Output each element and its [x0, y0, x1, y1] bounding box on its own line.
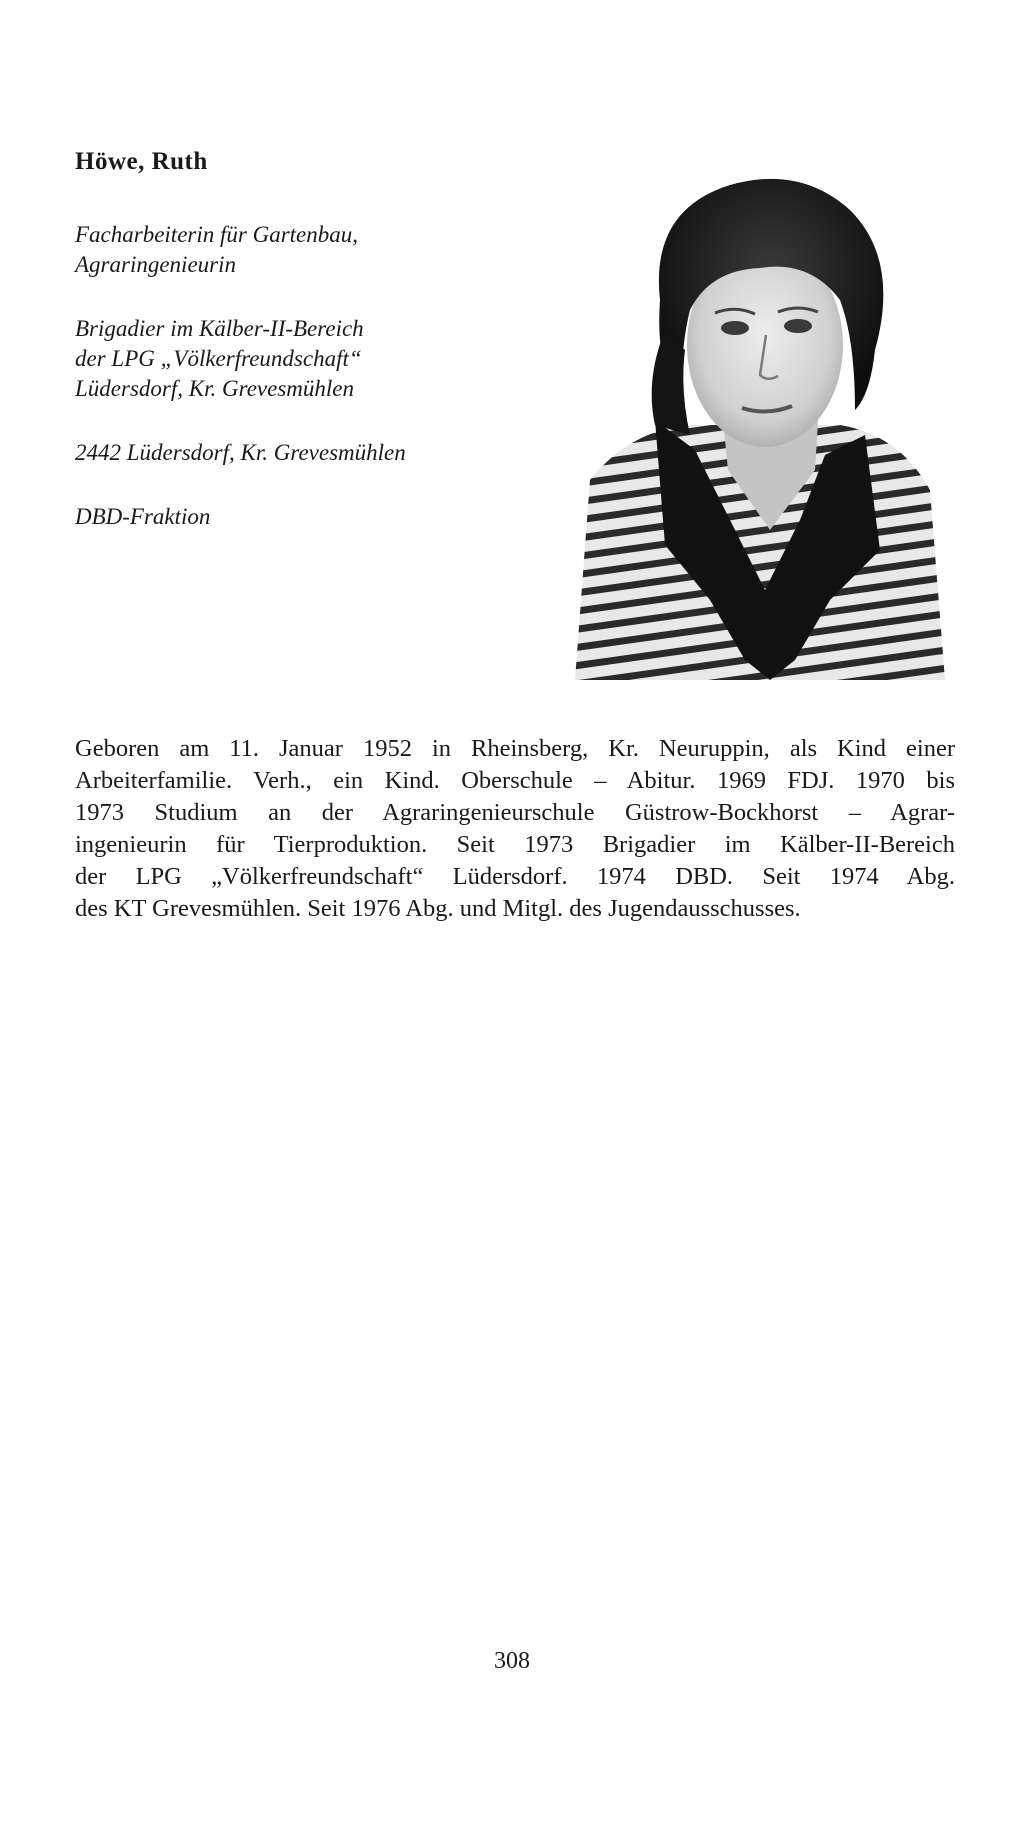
- profession-line: Facharbeiterin für Gartenbau,: [75, 222, 358, 247]
- biography-line: ingenieurin für Tierproduktion. Seit 1973 Brigadier im Kälber-II-Bereich: [75, 831, 955, 858]
- profession: [75, 220, 545, 280]
- biography-line: der LPG „Völkerfreundschaft“ Lüdersdorf. 1974 DBD. Seit 1974 Abg.: [75, 863, 955, 890]
- position-line: Brigadier im Kälber-II-Bereich: [75, 316, 364, 341]
- biography-line: Geboren am 11. Januar 1952 in Rheinsberg, Kr. Neuruppin, als Kind einer: [75, 735, 955, 762]
- address: [75, 438, 545, 468]
- faction: [75, 502, 545, 532]
- biography-line: Arbeiterfamilie. Verh., ein Kind. Oberschule – Abitur. 1969 FDJ. 1970 bis: [75, 767, 955, 794]
- person-name: Höwe, Ruth: [75, 148, 208, 175]
- position-line: der LPG „Völkerfreundschaft“: [75, 346, 362, 371]
- biography: [75, 733, 955, 925]
- position: [75, 314, 545, 404]
- portrait-photo: [570, 150, 950, 680]
- profession-line: Agraringenieurin: [75, 252, 236, 277]
- faction-line: DBD-Fraktion: [75, 504, 211, 529]
- address-line: 2442 Lüdersdorf, Kr. Grevesmühlen: [75, 440, 406, 465]
- position-line: Lüdersdorf, Kr. Grevesmühlen: [75, 376, 354, 401]
- page-number: 308: [494, 1648, 530, 1674]
- biography-line: 1973 Studium an der Agraringenieurschule Güstrow-Bockhorst – Agrar-: [75, 799, 955, 826]
- biography-line: des KT Grevesmühlen. Seit 1976 Abg. und Mitgl. des Jugendausschusses.: [75, 895, 801, 922]
- entry-info: [75, 220, 545, 532]
